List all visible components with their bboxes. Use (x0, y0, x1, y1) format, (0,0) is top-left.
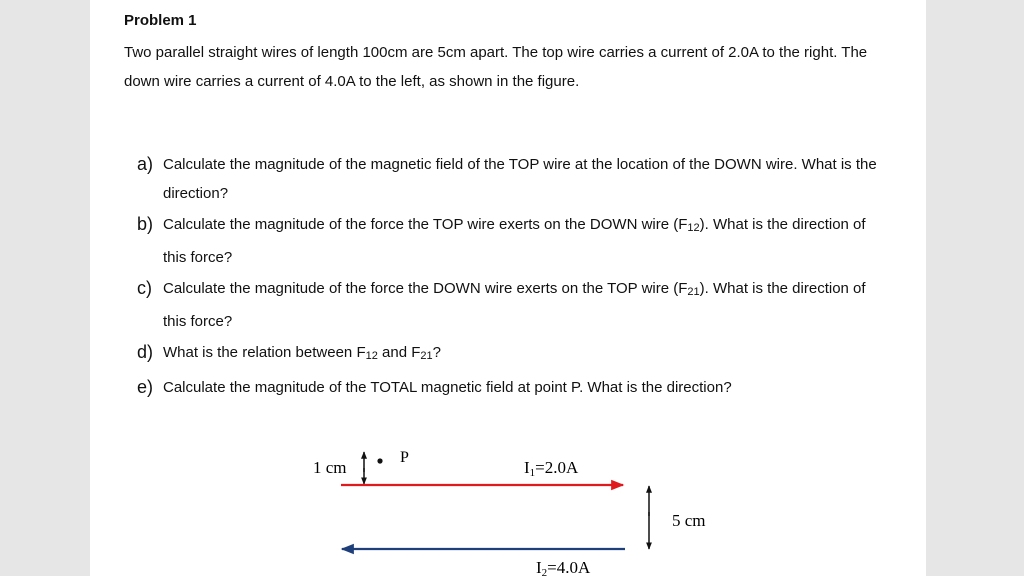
problem-title: Problem 1 (124, 12, 197, 29)
question-letter: a) (137, 154, 154, 174)
question-letter: e) (137, 377, 154, 397)
one-cm-label: 1 cm (313, 458, 347, 477)
question-text-post: ). What is the direction of this force? (163, 216, 866, 266)
question-letter: d) (137, 342, 154, 362)
point-p-label: P (400, 449, 409, 466)
question-b (137, 210, 877, 272)
force-subscript: 12 (687, 222, 700, 234)
question-text-pre: Calculate the magnitude of the force the TOP wire exerts on the DOWN wire (F (163, 216, 688, 233)
question-text-post: ). What is the direction of this force? (163, 280, 866, 330)
question-d (137, 338, 877, 371)
question-text-pre: What is the relation between F (163, 344, 366, 361)
question-text-post: ? (432, 344, 441, 361)
question-text-mid: and F (377, 344, 421, 361)
force-subscript: 21 (420, 350, 433, 362)
question-letter: c) (137, 278, 152, 298)
question-e (137, 373, 877, 402)
question-text-pre: Calculate the magnitude of the force the DOWN wire exerts on the TOP wire (F (163, 280, 688, 297)
question-letter: b) (137, 214, 154, 234)
problem-page (90, 0, 926, 576)
force-subscript: 21 (687, 286, 700, 298)
problem-intro: Two parallel straight wires of length 100cm are 5cm apart. The top wire carries a current of 2.0A to the right. The down wire carries a current of 4.0A to the left, as shown in the figure. (124, 44, 868, 90)
five-cm-label: 5 cm (672, 511, 706, 530)
question-text: Calculate the magnitude of the magnetic field of the TOP wire at the location of the DOWN wire. What is the direction? (163, 156, 877, 202)
top-current-label: I1=2.0A (524, 458, 579, 479)
question-a (137, 150, 877, 208)
question-c (137, 274, 877, 336)
question-list (137, 150, 877, 404)
bottom-current-label: I2=4.0A (536, 558, 591, 576)
force-subscript: 12 (365, 350, 378, 362)
question-text: Calculate the magnitude of the TOTAL magnetic field at point P. What is the direction? (163, 379, 732, 396)
point-p-dot (377, 458, 382, 463)
